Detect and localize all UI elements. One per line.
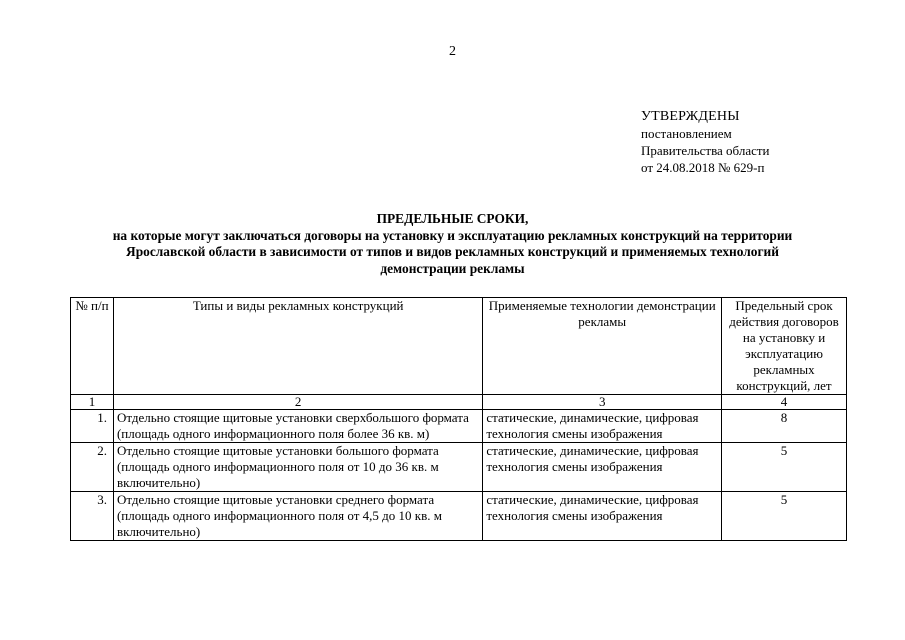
row-tech: статические, динамические, цифровая технология смены изображения [483,443,722,492]
row-num: 3. [71,492,114,541]
document-title [40,211,865,277]
row-type: Отдельно стоящие щитовые установки сверхбольшого формата (площадь одного информационного поля более 36 кв. м) [113,410,482,443]
row-type: Отдельно стоящие щитовые установки большого формата (площадь одного информационного поля от 10 до 36 кв. м включительно) [113,443,482,492]
row-tech: статические, динамические, цифровая технология смены изображения [483,410,722,443]
header-type: Типы и виды рекламных конструкций [113,298,482,395]
table-row [71,492,847,541]
approval-block [641,108,770,176]
page-number: 2 [449,44,456,59]
row-term: 5 [722,492,847,541]
index-cell-2: 2 [113,395,482,410]
table-header-row [71,298,847,395]
index-cell-1: 1 [71,395,114,410]
title-line-2: на которые могут заключаться договоры на установку и эксплуатацию рекламных конструкций на территории [112,227,793,243]
title-line-3: Ярославской области в зависимости от типов и видов рекламных конструкций и применяемых технологий [126,244,779,259]
title-heading: ПРЕДЕЛЬНЫЕ СРОКИ, [376,211,529,226]
row-num: 2. [71,443,114,492]
approval-title: УТВЕРЖДЕНЫ [641,109,740,124]
approval-line-government: Правительства области [641,143,770,158]
index-cell-3: 3 [483,395,722,410]
row-term: 8 [722,410,847,443]
table-row [71,443,847,492]
title-line-4: демонстрации рекламы [380,260,525,276]
index-cell-4: 4 [722,395,847,410]
header-term: Предельный срок действия договоров на установку и эксплуатацию рекламных конструкций, лет [722,298,847,395]
table-index-row [71,395,847,410]
row-term: 5 [722,443,847,492]
row-type: Отдельно стоящие щитовые установки среднего формата (площадь одного информационного поля от 4,5 до 10 кв. м включительно) [113,492,482,541]
approval-line-date: от 24.08.2018 № 629-п [641,160,765,175]
row-tech: статические, динамические, цифровая технология смены изображения [483,492,722,541]
table-row [71,410,847,443]
limits-table [70,297,847,541]
row-num: 1. [71,410,114,443]
approval-line-decree: постановлением [641,126,732,141]
header-tech: Применяемые технологии демонстрации рекламы [483,298,722,395]
header-num: № п/п [71,298,114,395]
